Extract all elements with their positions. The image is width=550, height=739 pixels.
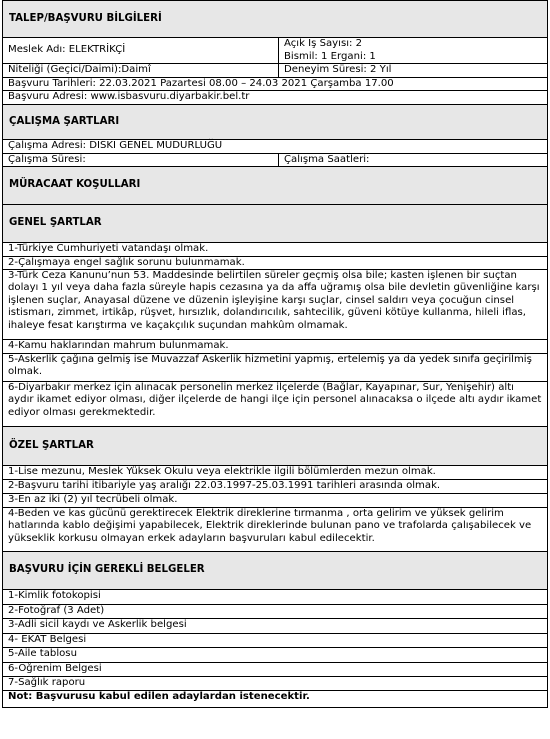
cell-calisma-saatleri [279,154,547,166]
section-title: BAŞVURU İÇİN GEREKLİ BELGELER [9,564,205,576]
basvuru-tarihleri: Başvuru Tarihleri: 22.03.2021 Pazartesi 08.00 – 24.03 2021 Çarşamba 17.00 [8,77,394,89]
section-header-talep [3,0,547,38]
section-title: TALEP/BAŞVURU BİLGİLERİ [9,12,162,24]
row-calisma-adresi [3,140,547,154]
cell-deneyim [279,64,547,77]
row-tarih [3,78,547,91]
row-nitelik [3,64,547,78]
section-title: ÖZEL ŞARTLAR [9,439,94,451]
list-item: 2-Çalışmaya engel sağlık sorunu bulunmamak. [3,257,547,270]
cell-nitelik [3,64,279,77]
section-header-calisma [3,105,547,140]
list-item: 4-Beden ve kas gücünü gerektirecek Elektrik direklerine tırmanma , orta gelirim ve yüksek gelirim hatlarında kablo değişimi yapabilecek, Elektrik direklerinde bulunan pano ve trafolarda çalışabilecek ve yükseklik korkusu olmayan erkek adayların başvuruları kabul edilecektir. [3,508,547,552]
section-title: ÇALIŞMA ŞARTLARI [9,115,120,127]
list-item: 3-En az iki (2) yıl tecrübeli olmak. [3,494,547,508]
row-adres [3,91,547,105]
list-item: 1-Kimlik fotokopisi [3,590,547,605]
list-item: 4-Kamu haklarından mahrum bulunmamak. [3,340,547,354]
section-title: GENEL ŞARTLAR [9,217,102,229]
list-item: 2-Fotoğraf (3 Adet) [3,605,547,619]
meslek-adi: Meslek Adı: ELEKTRİKÇİ [8,44,126,56]
note: Not: Başvurusu kabul edilen adaylardan istenecektir. [3,691,547,708]
calisma-adresi: Çalışma Adresi: DİSKİ GENEL MÜDÜRLÜĞÜ [8,140,223,152]
calisma-suresi: Çalışma Süresi: [8,153,86,165]
row-meslek [3,38,547,64]
deneyim-suresi: Deneyim Süresi: 2 Yıl [284,64,392,76]
list-item: 2-Başvuru tarihi itibariyle yaş aralığı 22.03.1997-25.03.1991 tarihleri arasında olmak. [3,480,547,494]
basvuru-adresi: Başvuru Adresi: www.isbasvuru.diyarbakir.bel.tr [8,91,250,103]
list-item: 6-Diyarbakır merkez için alınacak personelin merkez ilçelerde (Bağlar, Kayapınar, Sur, Yenişehir) altı aydır ikamet ediyor olması, diğer ilçelerde de hangi ilçe için personel alınacaksa o ilçede altı aydır ikamet ediyor olması gerekmektedir. [3,382,547,427]
section-header-ozel [3,427,547,466]
nitelik: Niteliği (Geçici/Daimi):Daimî [8,64,151,76]
list-item: 3-Adli sicil kaydı ve Askerlik belgesi [3,619,547,634]
cell-meslek [3,38,279,63]
cell-calisma-suresi [3,154,279,166]
acik-is-sayisi: Açık İş Sayısı: 2 [284,38,363,50]
list-item: 5-Aile tablosu [3,648,547,663]
list-item: 1-Türkiye Cumhuriyeti vatandaşı olmak. [3,243,547,257]
row-calisma-sure [3,154,547,167]
section-title: MÜRACAAT KOŞULLARI [9,179,141,191]
cell-acik-is [279,38,547,63]
section-header-genel [3,205,547,243]
list-item: 7-Sağlık raporu [3,677,547,691]
application-form-table [2,0,548,708]
list-item: 6-Öğrenim Belgesi [3,663,547,677]
list-item: 5-Askerlik çağına gelmiş ise Muvazzaf Askerlik hizmetini yapmış, ertelemiş ya da yedek sınıfa geçirilmiş olmak. [3,354,547,382]
section-header-muracaat [3,167,547,205]
ilce-dagilimi: Bismil: 1 Ergani: 1 [284,50,376,62]
list-item: 1-Lise mezunu, Meslek Yüksek Okulu veya elektrikle ilgili bölümlerden mezun olmak. [3,466,547,480]
list-item: 4- EKAT Belgesi [3,634,547,648]
calisma-saatleri: Çalışma Saatleri: [284,153,370,165]
section-header-belgeler [3,552,547,590]
list-item: 3-Türk Ceza Kanunu’nun 53. Maddesinde belirtilen süreler geçmiş olsa bile; kasten işlenen bir suçtan dolayı 1 yıl veya daha fazla süreyle hapis cezasına ya da affa uğramış olsa bile devletin güvenliğine karşı işlenen suçlar, Anayasal düzene ve düzenin işleyişine karşı suçlar, cinsel saldırı veya çocuğun cinsel istismarı, zimmet, irtikâp, rüşvet, hırsızlık, dolandırıcılık, sahtecilik, güveni kötüye kullanma, hileli iflas, ihaleye fesat karıştırma ve kaçakçılık suçundan mahkûm olmamak. [3,270,547,340]
